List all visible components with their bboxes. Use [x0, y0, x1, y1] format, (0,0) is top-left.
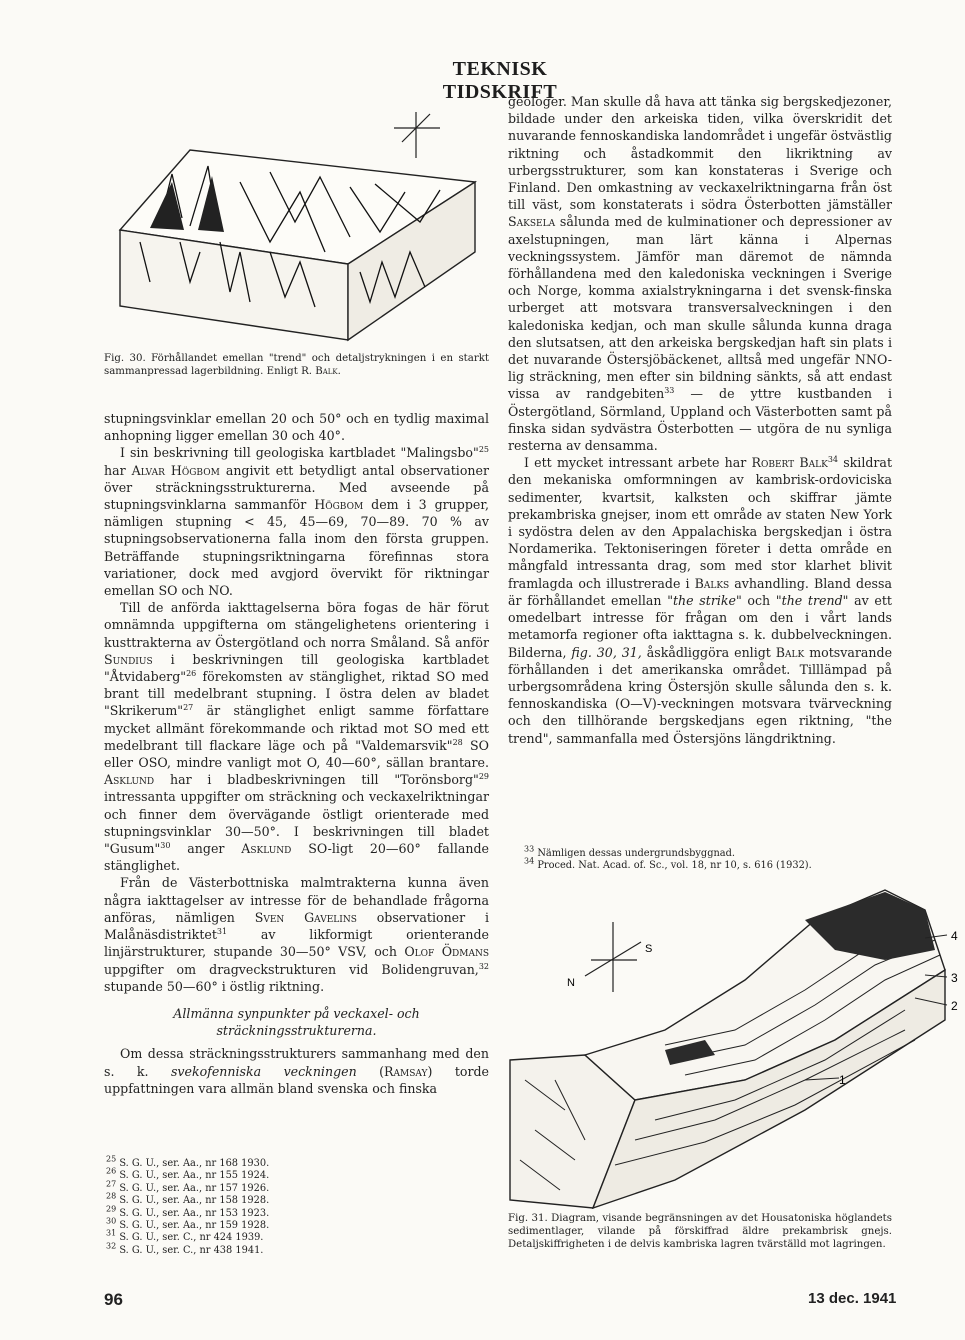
left-paragraph-2: I sin beskrivning till geologiska kartbladet "Malingsbo"$^{25}$ har Alvar Högbom angivit ett betydligt antal observationer över sträckningsstrukturerna. Med avseende på stupningsvinklarna sammanför Högbom dem i 3 grupper, nämligen stupning < 45, 45—69, 70—89. 70 % av stupningsobservationerna falla inom den första gruppen. Beträffande stupningsriktningarna förefinnas stora variationer, dock med avgjord övervikt för riktningar emellan SO och NO.	[104, 445, 489, 599]
footnote: $^{33}$ Nämligen dessas undergrundsbyggnad.	[524, 844, 736, 859]
footnote: $^{27}$ S. G. U., ser. Aa., nr 157 1926.	[106, 1179, 270, 1194]
label-s: S	[645, 943, 653, 955]
footnote: $^{29}$ S. G. U., ser. Aa., nr 153 1923.	[106, 1204, 270, 1219]
left-paragraph-4: Från de Västerbottniska malmtrakterna kunna även några iakttagelser av intresse för de behandlade frågorna anföras, nämligen Sven Gavelins observationer i Malånäsdistriktet$^{31}$ av likformigt orienterande linjärstrukturer, stupande 30—50° VSV, och Olof Ödmans uppgifter om dragveckstrukturen vid Bolidengruvan,$^{32}$ stupande 50—60° i östlig riktning.	[104, 875, 489, 994]
label-2: 2	[951, 999, 958, 1013]
figure-30-source-author: R. Balk.	[301, 366, 341, 377]
footnotes-left	[106, 1154, 406, 1257]
right-paragraph-2: I ett mycket intressant arbete har Robert Balk$^{34}$ skildrat den mekaniska omformningen av kambrisk-ordoviciska sedimenter, kvartsit, kalksten och skiffrar jämte prekambriska gnejser, inom ett område av staten New York i sydöstra delen av den Appalachiska bergskedjan i östra Nordamerika. Tektoniseringen företer i detta område en mångfald intressanta drag, som med stor klarhet blivit framlagda och illustrerade i Balks avhandling. Bland dessa är förhållandet emellan "the strike" och "the trend" av ett omedelbart intresse för frågan om den i vårt lands metamorfa regioner ofta iakttagna s. k. dubbelveckningen. Bilderna, fig. 30, 31, åskådliggöra enligt Balk motsvarande förhållanden i det amerikanska området. Tilllämpad på urbergsområdena kring Östersjön skulle sålunda den s. k. fennoskandiska (O—V)-veckningen motsvara tvärveckning och den tillhörande bergskedjans egen riktning, "the trend", sammanfalla med Östersjöns längdriktning.	[508, 455, 893, 746]
footnote: $^{26}$ S. G. U., ser. Aa., nr 155 1924.	[106, 1167, 270, 1182]
figure-31-label: Fig. 31.	[508, 1213, 548, 1224]
left-paragraph-3: Till de anförda iakttagelserna böra fogas de här förut omnämnda uppgifterna om stängelighetens orientering i kusttrakterna av Östergötland och norra Småland. Så anför Sundius i beskrivningen till geologiska kartbladet "Åtvidaberg"$^{26}$ förekomsten av stänglighet, riktad SO med brant till medelbrant stupning. I östra delen av bladet "Skrikerum"$^{27}$ är stänglighet enligt samme författare mycket allmänt förekommande och riktad mot SO med ett medelbrant till flackare läge och på "Valdemarsvik"$^{28}$ SO eller OSO, mindre vanligt mot O, 40—60°, sällan brantare. Asklund har i bladbeskrivningen till "Torönsborg"$^{29}$ intressanta uppgifter om sträckning och veckaxelriktningar och finner dem övervägande östligt orienterade med stupningsvinklar 30—50°. I beskrivningen till bladet "Gusum"$^{30}$ anger Asklund SO-ligt 20—60° fallande stänglighet.	[104, 600, 489, 874]
page-number: 96	[104, 1290, 123, 1309]
left-paragraph-1: stupningsvinklar emellan 20 och 50° och en tydlig maximal anhopning ligger emellan 30 och 40°.	[104, 411, 489, 444]
figure-31-caption	[508, 1212, 892, 1251]
figure-30-caption	[104, 352, 489, 378]
label-1: 1	[839, 1073, 846, 1087]
footnotes-right	[524, 844, 904, 873]
figure-30-block-diagram	[120, 92, 495, 342]
footnote: $^{28}$ S. G. U., ser. Aa., nr 158 1928.	[106, 1191, 270, 1207]
compass-icon	[394, 112, 440, 158]
right-column	[508, 93, 892, 747]
figure-30-label: Fig. 30.	[104, 353, 146, 364]
label-3: 3	[951, 971, 958, 985]
footnote: $^{31}$ S. G. U., ser. C., nr 424 1939.	[106, 1229, 264, 1244]
left-paragraph-5: Om dessa sträckningsstrukturers sammanhang med den s. k. svekofenniska veckningen (Ramsay) torde uppfattningen vara allmän bland svenska och finska	[104, 1046, 490, 1096]
footnote: $^{32}$ S. G. U., ser. C., nr 438 1941.	[106, 1241, 264, 1256]
compass-icon	[585, 922, 641, 992]
figure-31-block-diagram	[505, 880, 965, 1210]
section-heading: Allmänna synpunkter på veckaxel- och sträckningsstrukturerna.	[173, 1005, 420, 1039]
footnote: $^{30}$ S. G. U., ser. Aa., nr 159 1928.	[106, 1216, 270, 1232]
issue-date: 13 dec. 1941	[808, 1290, 897, 1307]
footnote: $^{25}$ S. G. U., ser. Aa., nr 168 1930.	[106, 1154, 270, 1169]
figure-31-text: Diagram, visande begränsningen av det Housatoniska höglandets sedimentlager, vilande på förskiffrad äldre prekambrisk gnejs. Detaljskiffrigheten i de delvis kambriska lagren tvärställd mot lagringen.	[508, 1213, 893, 1250]
label-4: 4	[951, 929, 958, 943]
masthead: TEKNISK TIDSKRIFT	[442, 58, 558, 103]
figure-30-text: Förhållandet emellan "trend" och detaljstrykningen i en starkt sammanpressad lagerbildning.	[104, 353, 489, 377]
footnote: $^{34}$ Proced. Nat. Acad. of. Sc., vol. 18, nr 10, s. 616 (1932).	[524, 857, 812, 872]
label-n: N	[567, 977, 575, 989]
left-column	[104, 410, 489, 1097]
right-paragraph-1: geologer. Man skulle då hava att tänka sig bergskedjezoner, bildade under den arkeiska tiden, vilka överskridit det nuvarande fennoskandiska landområdet i ungefär östvästlig riktning och åstadkommit den likriktning av urbergsstrukturer, som kan konstateras i Sverige och Finland. Den omkastning av veckaxelriktningarna från öst till väst, som konstaterats i södra Österbotten jämställer Saksela sålunda med de kulminationer och depressioner av axelstupningen, man lärt känna i Alpernas veckningssystem. Jämför man däremot de nämnda förhållandena med den kaledoniska veckningen i Sverige och Norge, komma axialstrykningarna i det svensk-finska urberget att motsvara transversalveckningen i den kaledoniska kedjan, och man skulle sålunda kunna draga den slutsatsen, att den arkeiska bergskedjan haft sin plats i det nuvarande Östersjöbäckenet, alltså med ungefär NNO-lig sträckning, men efter sin bildning sänkts, så att endast vissa av randgebiten$^{33}$ — de yttre kustbanden i Östergötland, Sörmland, Uppland och Västerbotten samt på finska sidan sydvästra Österbotten — utgöra de nu synliga resterna av densamma.	[508, 94, 892, 454]
figure-30-source-prefix: Enligt	[266, 366, 298, 377]
